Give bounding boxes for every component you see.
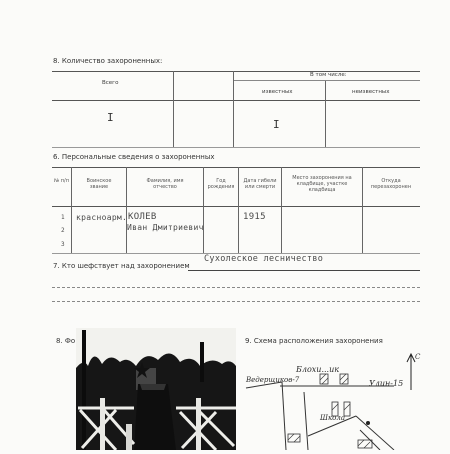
patron-underline bbox=[188, 270, 420, 271]
persons-table-top-rule bbox=[52, 167, 420, 168]
scheme-north-label: С bbox=[415, 353, 421, 361]
section8-heading: 8. Количество захороненных: bbox=[53, 57, 163, 65]
scheme-label-left: Ведерщиков-7 bbox=[246, 376, 300, 384]
persons-col-death-date: Дата гибели или смерти bbox=[243, 178, 277, 190]
persons-col-rank: Воинское звание bbox=[86, 178, 112, 190]
persons-table-header-rule bbox=[52, 206, 420, 207]
persons-col-divider-6 bbox=[362, 167, 363, 253]
section6-heading: 6. Персональные сведения о захороненных bbox=[53, 153, 215, 161]
count-table-bottom-rule bbox=[52, 147, 420, 148]
count-table-top-rule bbox=[52, 71, 420, 72]
blank-line-1 bbox=[52, 287, 420, 288]
persons-col-burial-place: Место захоронения на кладбище, участке кладбища bbox=[292, 175, 352, 193]
photo-heading: 8. Фо bbox=[56, 337, 76, 345]
person-given-names: Иван Дмитриевич bbox=[127, 223, 204, 232]
persons-col-number: № п/п bbox=[53, 178, 69, 184]
burial-photo bbox=[76, 328, 236, 450]
persons-col-divider-3 bbox=[203, 167, 204, 253]
persons-col-name: Фамилия, имя отчество bbox=[146, 178, 184, 190]
count-table-mid-rule bbox=[234, 80, 420, 81]
scheme-heading: 9. Схема расположения захоронения bbox=[245, 337, 383, 345]
person-rank: красноарм. bbox=[76, 213, 128, 222]
blank-line-2 bbox=[52, 301, 420, 302]
count-col-total: Всего bbox=[102, 80, 119, 86]
row-number-3: 3 bbox=[61, 241, 65, 248]
count-table-col-divider-2 bbox=[233, 71, 234, 147]
count-col-including: В том числе: bbox=[310, 72, 347, 78]
count-table-col-divider-3 bbox=[325, 81, 326, 147]
persons-col-divider-4 bbox=[238, 167, 239, 253]
row-number-1: 1 bbox=[61, 214, 65, 221]
persons-col-divider-1 bbox=[71, 167, 72, 253]
persons-col-birth-year: Год рождения bbox=[207, 178, 235, 190]
scheme-label-right: Улин-15 bbox=[369, 379, 404, 388]
count-col-known: известных bbox=[262, 89, 293, 95]
person-death-date: 1915 bbox=[243, 212, 266, 222]
count-table-col-divider-1 bbox=[173, 71, 174, 147]
section7-heading: 7. Кто шефствует над захоронением bbox=[53, 262, 190, 270]
persons-col-reburied-from: Откуда перезахоронен bbox=[370, 178, 412, 190]
persons-col-divider-2 bbox=[126, 167, 127, 253]
burial-photo-image bbox=[76, 328, 236, 450]
scheme-label-school: Школа bbox=[320, 414, 346, 422]
person-surname: КОЛЕВ bbox=[128, 212, 157, 222]
count-total-value: I bbox=[107, 111, 114, 124]
row-number-2: 2 bbox=[61, 227, 65, 234]
persons-col-divider-5 bbox=[281, 167, 282, 253]
count-table-header-rule bbox=[52, 100, 420, 101]
count-col-unknown: неизвестных bbox=[352, 89, 390, 95]
count-known-value: I bbox=[273, 118, 280, 131]
patron-value: Сухолеское лесничество bbox=[204, 254, 324, 264]
scheme-label-top: Блохи...ик bbox=[296, 365, 340, 374]
